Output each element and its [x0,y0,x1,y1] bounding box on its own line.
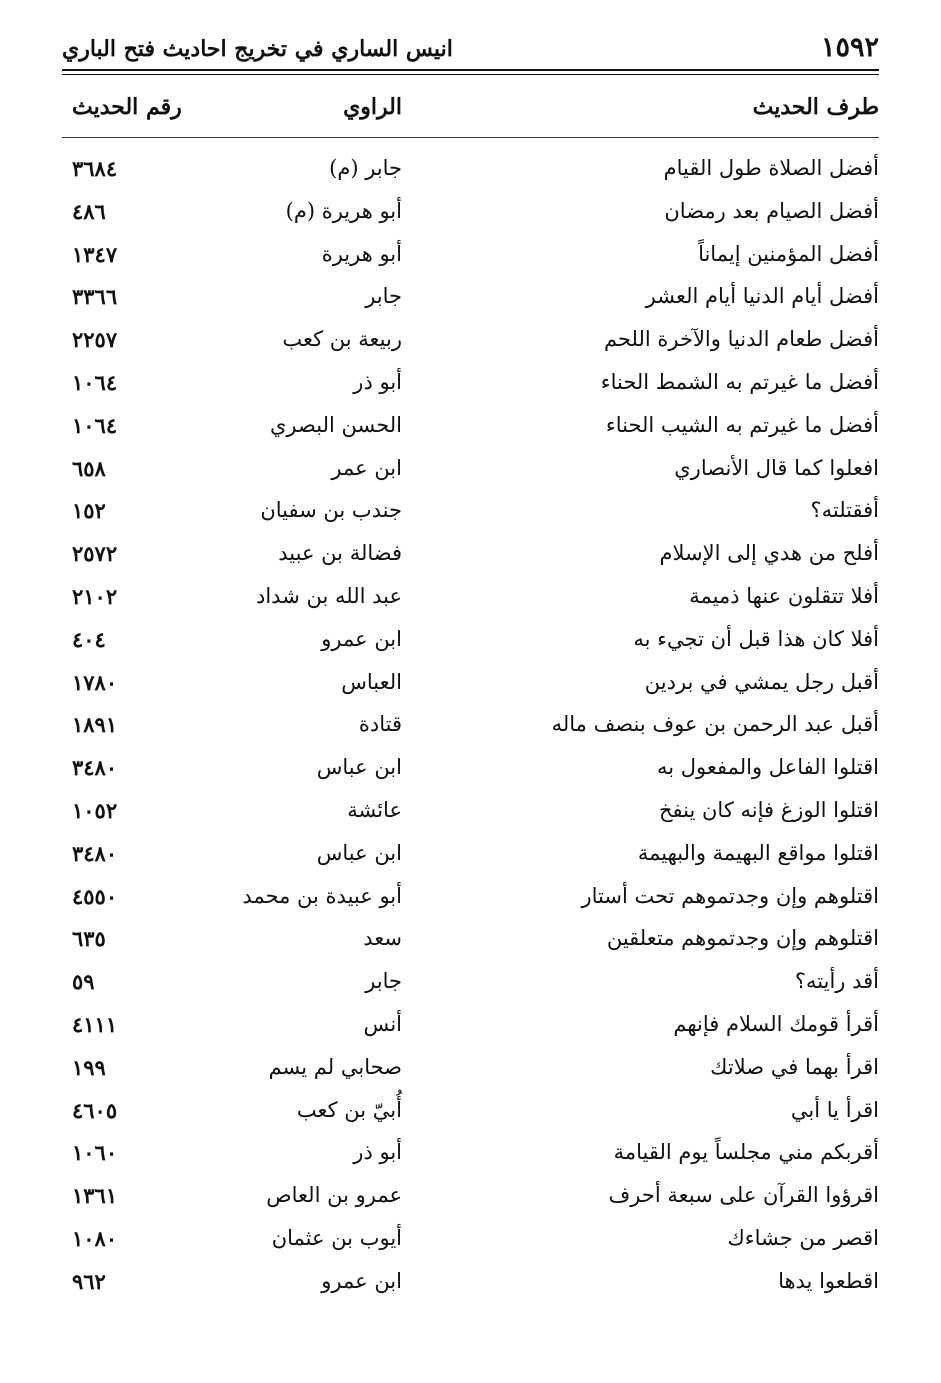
table-row [62,364,879,407]
hadith-number: ١٣٤٧ [72,241,118,267]
narrator-name: أبو عبيدة بن محمد [242,883,402,908]
column-header-hadith: طرف الحديث [752,94,879,120]
narrator-name: أيوب بن عثمان [271,1225,402,1250]
hadith-text: أقرأ قومك السلام فإنهم [673,1011,879,1036]
table-row [62,878,879,921]
hadith-text: أفضل طعام الدنيا والآخرة اللحم [603,327,879,352]
hadith-number: ١٠٥٢ [72,797,118,823]
hadith-number: ١٠٦٤ [72,412,118,438]
hadith-number: ١٠٦٤ [72,369,118,395]
hadith-number: ٤٨٦ [72,198,106,224]
table-header [62,94,879,130]
hadith-number: ٩٦٢ [72,1268,106,1294]
hadith-number: ٤٠٤ [72,626,106,652]
narrator-name: أُبيّ بن كعب [296,1097,402,1122]
hadith-text: أقربكم مني مجلساً يوم القيامة [613,1140,879,1165]
column-header-number: رقم الحديث [72,94,182,120]
narrator-name: العباس [341,669,402,694]
hadith-text: أفضل الصيام بعد رمضان [664,198,879,223]
narrator-name: أبو هريرة [321,241,402,266]
narrator-name: جابر [365,969,402,994]
table-header-rule [62,137,879,138]
narrator-name: أبو ذر [353,369,402,394]
narrator-name: أبو ذر [353,1140,402,1165]
running-head [62,30,879,70]
narrator-name: سعد [363,926,402,951]
narrator-name: فضالة بن عبيد [278,541,402,566]
hadith-text: اقتلوهم وإن وجدتموهم تحت أستار [581,883,879,908]
hadith-text: اقرأ يا أبي [790,1097,879,1122]
hadith-text: أفضل ما غيرتم به الشيب الحناء [605,412,879,437]
hadith-text: أفضل ما غيرتم به الشمط الحناء [600,369,879,394]
hadith-text: أفلا تتقلون عنها ذميمة [689,583,879,608]
table-row [62,1263,879,1306]
narrator-name: الحسن البصري [270,412,402,437]
hadith-text: اقصر من جشاءك [727,1225,879,1250]
hadith-text: أفلا كان هذا قبل أن تجيء به [633,626,879,651]
hadith-number: ١٥٢ [72,498,106,524]
hadith-number: ١٧٨٠ [72,669,118,695]
hadith-number: ٦٣٥ [72,926,106,952]
table-row [62,321,879,364]
hadith-number: ١٠٦٠ [72,1140,118,1166]
hadith-number: ٤٦٠٥ [72,1097,118,1123]
table-row [62,920,879,963]
table-row [62,621,879,664]
header-rule-thick [62,69,879,71]
narrator-name: ابن عمر [331,455,402,480]
narrator-name: أبو هريرة (م) [285,198,402,223]
table-row [62,150,879,193]
hadith-number: ٣٤٨٠ [72,755,118,781]
table-row [62,1006,879,1049]
narrator-name: ابن عمرو [321,1268,402,1293]
table-row [62,535,879,578]
table-row [62,578,879,621]
hadith-text: اقطعوا يدها [778,1268,879,1293]
table-row [62,1220,879,1263]
hadith-number: ٣٦٨٤ [72,156,118,181]
table-row [62,450,879,493]
table-row [62,407,879,450]
hadith-number: ٢٢٥٧ [72,327,118,353]
hadith-number: ٤٥٥٠ [72,883,118,909]
table-row [62,1049,879,1092]
narrator-name: عائشة [347,797,402,822]
narrator-name: صحابي لم يسم [268,1054,402,1079]
table-row [62,664,879,707]
table-row [62,835,879,878]
table-row [62,749,879,792]
hadith-number: ١٣٦١ [72,1183,118,1209]
narrator-name: عمرو بن العاص [266,1183,402,1208]
table-row [62,792,879,835]
narrator-name: ابن عباس [316,755,402,780]
table-row [62,1177,879,1220]
table-row [62,963,879,1006]
table-row [62,706,879,749]
hadith-text: أفضل أيام الدنيا أيام العشر [645,284,879,309]
table-row [62,193,879,236]
hadith-number: ٢٥٧٢ [72,541,118,567]
narrator-name: ابن عمرو [321,626,402,651]
header-rule-thin [62,74,879,75]
table-row [62,236,879,279]
hadith-index-table [62,150,879,1306]
hadith-text: أفلح من هدي إلى الإسلام [659,541,879,566]
hadith-text: أقبل عبد الرحمن بن عوف بنصف ماله [551,712,879,737]
hadith-text: اقتلوا مواقع البهيمة والبهيمة [637,840,879,865]
hadith-number: ٥٩ [72,969,95,995]
table-row [62,1134,879,1177]
book-title: انيس الساري في تخريج احاديث فتح الباري [62,36,453,62]
hadith-text: أفضل المؤمنين إيماناً [698,241,879,266]
hadith-text: أفقتلته؟ [810,498,879,523]
hadith-text: اقتلوهم وإن وجدتموهم متعلقين [606,926,879,951]
narrator-name: أنس [363,1011,402,1036]
hadith-text: اقتلوا الفاعل والمفعول به [656,755,879,780]
hadith-number: ٤١١١ [72,1011,118,1037]
hadith-number: ١٠٨٠ [72,1225,118,1251]
hadith-number: ١٩٩ [72,1054,106,1080]
narrator-name: جابر [365,284,402,309]
narrator-name: ابن عباس [316,840,402,865]
hadith-text: أفضل الصلاة طول القيام [663,156,879,180]
hadith-number: ٣٤٨٠ [72,840,118,866]
table-row [62,1092,879,1135]
table-row [62,492,879,535]
hadith-text: أقد رأيته؟ [794,969,879,994]
hadith-text: اقرؤوا القرآن على سبعة أحرف [608,1183,879,1208]
hadith-number: ١٨٩١ [72,712,118,738]
narrator-name: عبد الله بن شداد [256,583,402,608]
page-number: ١٥٩٢ [820,32,879,63]
narrator-name: جابر (م) [329,156,402,180]
hadith-text: افعلوا كما قال الأنصاري [674,455,879,480]
narrator-name: قتادة [358,712,402,737]
narrator-name: ربيعة بن كعب [282,327,402,352]
hadith-number: ٦٥٨ [72,455,106,481]
hadith-number: ٢١٠٢ [72,583,118,609]
hadith-text: أقبل رجل يمشي في بردين [644,669,879,694]
column-header-narrator: الراوي [343,94,402,120]
hadith-text: اقرأ بهما في صلاتك [710,1054,879,1079]
hadith-text: اقتلوا الوزغ فإنه كان ينفخ [658,797,879,822]
narrator-name: جندب بن سفيان [260,498,402,523]
hadith-number: ٣٣٦٦ [72,284,118,310]
table-row [62,278,879,321]
